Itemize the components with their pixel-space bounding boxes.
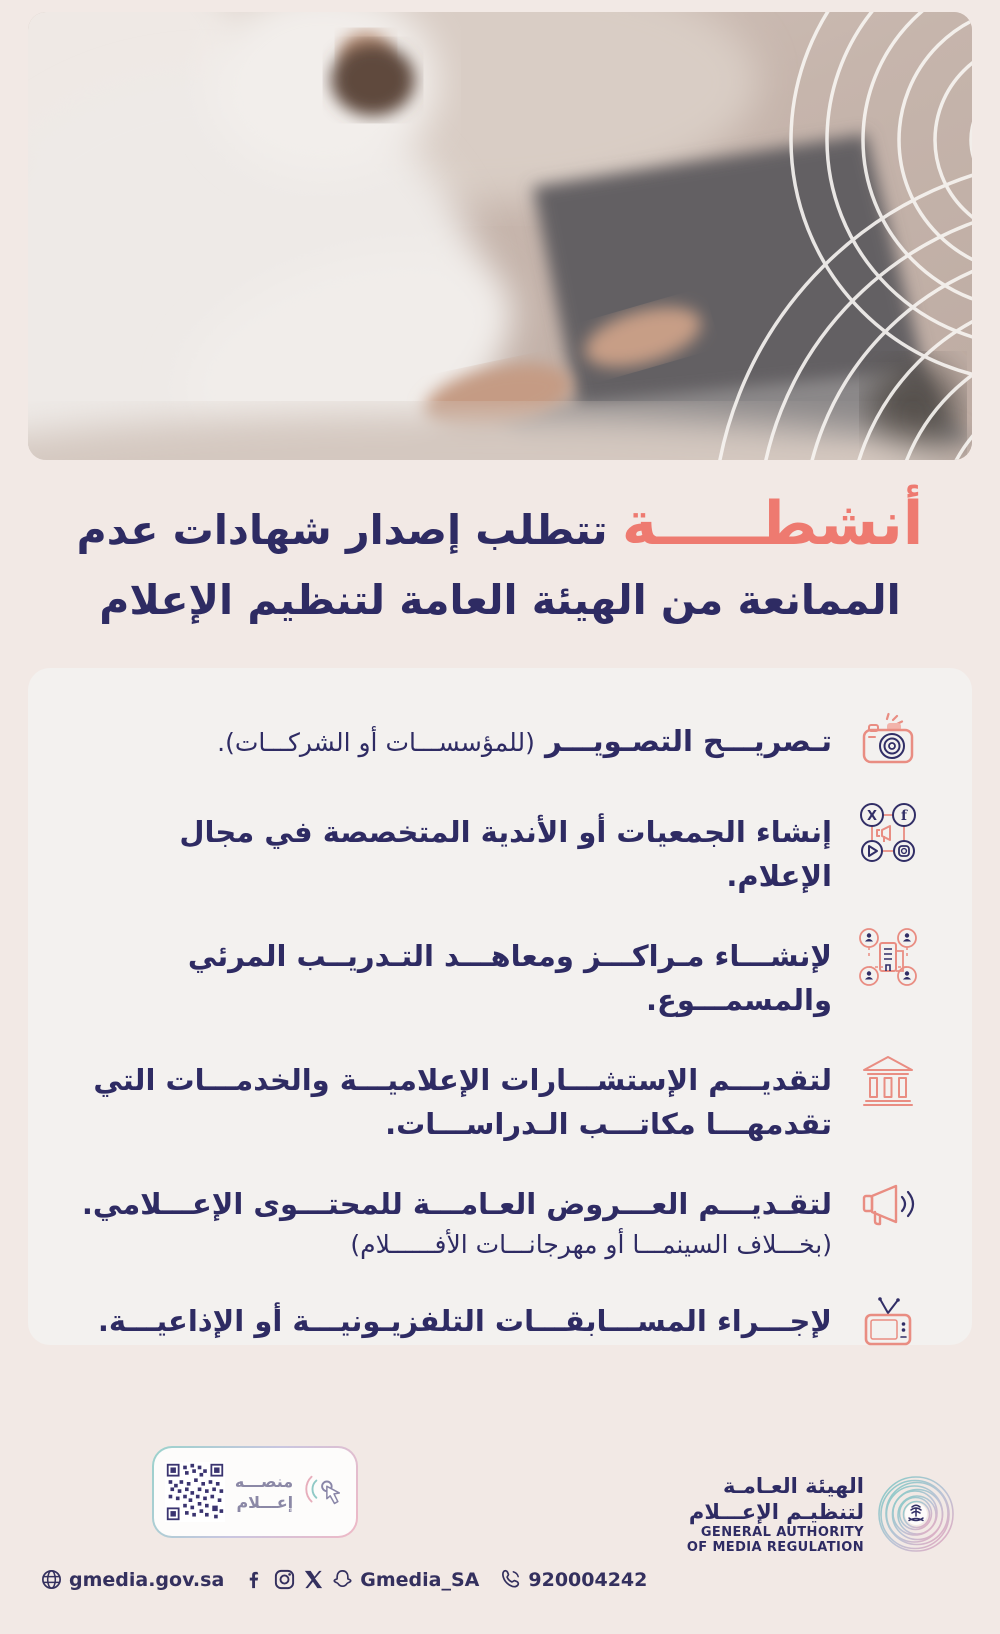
phone-group[interactable] <box>499 1568 647 1591</box>
activity-row-photography <box>80 710 920 774</box>
hero-photo <box>28 12 972 460</box>
activity-text <box>80 801 832 898</box>
authority-name-ar-line1: الهيئة العـامـة <box>722 1474 864 1498</box>
contact-bar <box>30 1568 647 1591</box>
page-title <box>0 486 1000 632</box>
social-group <box>244 1568 479 1591</box>
facebook-icon[interactable] <box>244 1568 267 1591</box>
svg-text:f: f <box>900 808 908 824</box>
x-twitter-icon[interactable] <box>302 1568 325 1591</box>
qr-badge-label-line2: إعـــلام <box>236 1493 294 1512</box>
title-rest: تتطلب إصدار شهادات عدم <box>76 506 608 554</box>
instagram-icon[interactable] <box>273 1568 296 1591</box>
activity-text-bold: لتقـديـــم العـــروض العـامـــة للمحتـــوى الإعـــلامي. <box>81 1187 832 1222</box>
activity-text <box>217 710 832 763</box>
website-url[interactable]: gmedia.gov.sa <box>69 1568 225 1591</box>
qr-code <box>165 1462 225 1522</box>
activity-text-bold: لتقديـــم الإستشـــارات الإعلاميـــة والخدمـــات التي تقدمهـــا مكاتـــب الـدراســـات. <box>93 1063 832 1142</box>
activity-text <box>80 925 832 1022</box>
snapchat-icon[interactable] <box>331 1568 354 1591</box>
activity-text <box>82 1173 832 1262</box>
authority-name-ar-line2: لتنظيـم الإعـــلام <box>688 1500 864 1524</box>
tv-icon <box>856 1290 920 1354</box>
media-platform-qr-badge[interactable] <box>152 1446 358 1538</box>
svg-text:X: X <box>866 809 878 824</box>
title-line-1 <box>0 486 1000 568</box>
activity-text-normal: (للمؤسســـات أو الشركـــات). <box>217 728 535 757</box>
title-highlight: أنشطـــــة <box>621 489 924 559</box>
activity-text-bold: إنشاء الجمعيات أو الأندية المتخصصة في مجال الإعلام. <box>179 815 832 894</box>
activity-row-contests <box>80 1290 920 1354</box>
qr-badge-label-line1: منصـــه <box>234 1472 294 1491</box>
social-handle[interactable]: Gmedia_SA <box>360 1568 480 1591</box>
social-media-icon <box>856 801 920 865</box>
institution-icon <box>856 1049 920 1113</box>
authority-name-en-line2: OF MEDIA REGULATION <box>686 1540 864 1555</box>
hero-photo-illustration <box>28 12 972 460</box>
megaphone-icon <box>856 1173 920 1237</box>
training-institute-icon <box>856 925 920 989</box>
qr-badge-label <box>235 1471 293 1513</box>
tap-hand-icon <box>303 1471 345 1513</box>
activity-text <box>80 1049 832 1146</box>
globe-icon <box>40 1568 63 1591</box>
activity-text-bold: لإجـــراء المســـابقـــات التلفزيـونيـــة أو الإذاعيـــة. <box>97 1303 832 1338</box>
activity-row-public-shows <box>80 1173 920 1262</box>
activity-row-consultations <box>80 1049 920 1146</box>
authority-logo-text <box>687 1473 864 1555</box>
website-group[interactable] <box>40 1568 224 1591</box>
activity-row-training-centers <box>80 925 920 1022</box>
phone-icon <box>499 1568 522 1591</box>
authority-logo-mark <box>874 1472 958 1556</box>
activity-text-bold: لإنشـــاء مـراكـــز ومعاهـــد التـدريــب المرئي والمسمـــوع. <box>187 939 832 1018</box>
activity-text <box>98 1290 832 1343</box>
camera-icon <box>856 710 920 774</box>
authority-name-en-line1: GENERAL AUTHORITY <box>700 1525 864 1540</box>
title-line-2: الممانعة من الهيئة العامة لتنظيم الإعلام <box>99 576 901 624</box>
phone-number[interactable]: 920004242 <box>528 1568 648 1591</box>
authority-logo <box>687 1472 958 1556</box>
activity-text-sub: (بخـــلاف السينمـــا أو مهرجانـــات الأفــــــلام) <box>350 1229 832 1259</box>
activities-card <box>28 668 972 1345</box>
activity-text-bold: تـصريـــح التصـويـــر <box>544 724 832 758</box>
activity-row-associations <box>80 801 920 898</box>
